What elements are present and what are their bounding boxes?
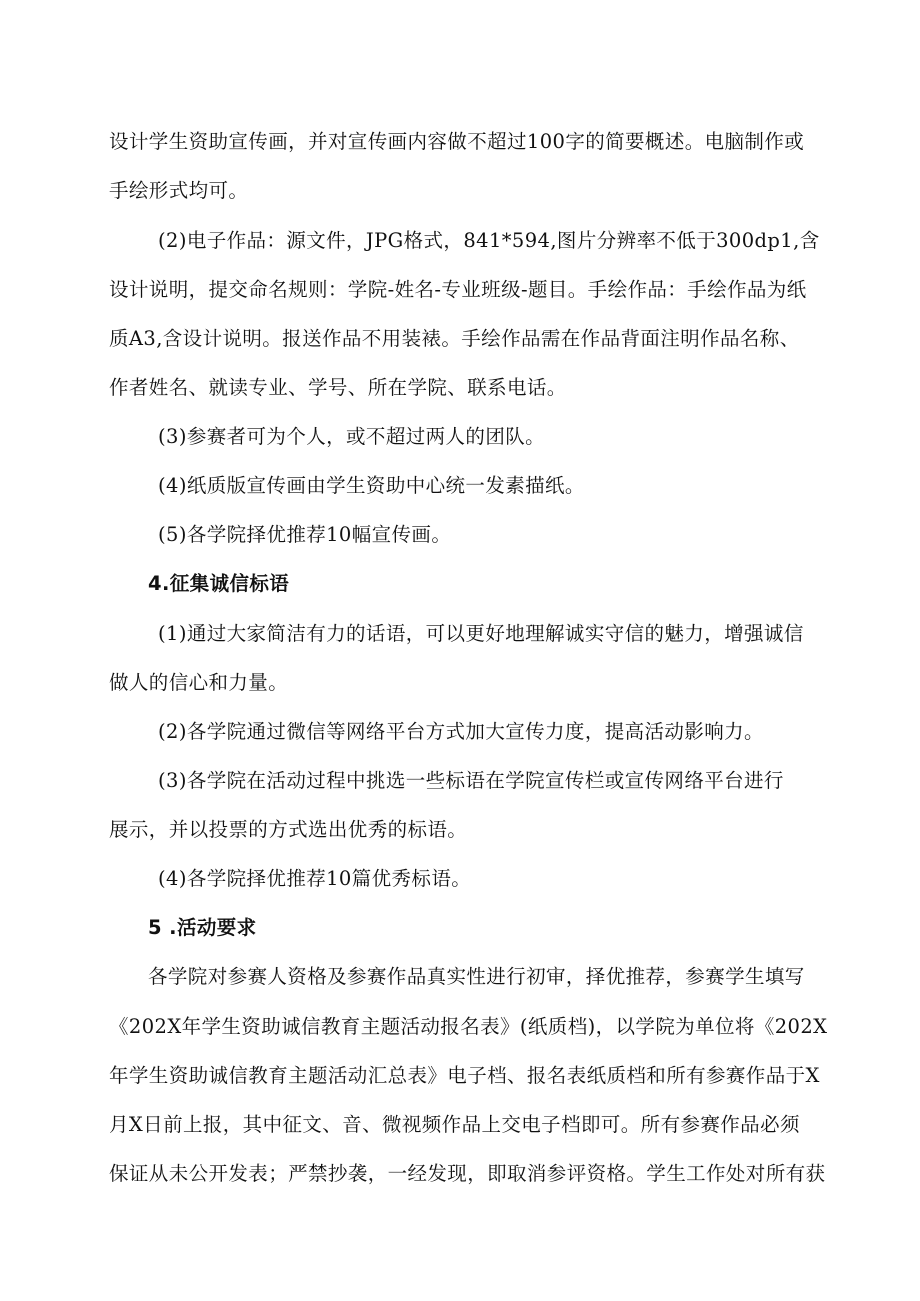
paragraph-line: 做人的信心和力量。 <box>109 671 289 694</box>
paragraph-line: (4)纸质版宣传画由学生资助中心统一发素描纸。 <box>158 474 585 497</box>
paragraph-line: 设计说明，提交命名规则：学院-姓名-专业班级-题目。手绘作品：手绘作品为纸 <box>109 278 807 301</box>
paragraph-line: 保证从未公开发表；严禁抄袭，一经发现，即取消参评资格。学生工作处对所有获 <box>109 1162 826 1185</box>
paragraph-line: 展示，并以投票的方式选出优秀的标语。 <box>109 818 468 841</box>
paragraph-line: 质A3,含设计说明。报送作品不用装裱。手绘作品需在作品背面注明作品名称、 <box>109 327 800 350</box>
section-heading: 4.征集诚信标语 <box>148 572 290 595</box>
paragraph-line: (2)电子作品：源文件，JPG格式，841*594,图片分辨率不低于300dp1,含 <box>158 229 820 252</box>
paragraph-line: 月X日前上报，其中征文、音、微视频作品上交电子档即可。所有参赛作品必须 <box>109 1113 800 1136</box>
paragraph-line: (3)各学院在活动过程中挑选一些标语在学院宣传栏或宣传网络平台进行 <box>158 769 784 792</box>
paragraph-line: (4)各学院择优推荐10篇优秀标语。 <box>158 867 472 890</box>
paragraph-line: 各学院对参赛人资格及参赛作品真实性进行初审，择优推荐，参赛学生填写 <box>148 965 805 988</box>
paragraph-line: 设计学生资助宣传画，并对宣传画内容做不超过100字的简要概述。电脑制作或 <box>109 130 805 153</box>
paragraph-line: 年学生资助诚信教育主题活动汇总表》电子档、报名表纸质档和所有参赛作品于X <box>109 1064 820 1087</box>
paragraph-line: (3)参赛者可为个人，或不超过两人的团队。 <box>158 425 546 448</box>
paragraph-line: 作者姓名、就读专业、学号、所在学院、联系电话。 <box>109 376 567 399</box>
paragraph-line: (1)通过大家简洁有力的话语，可以更好地理解诚实守信的魅力，增强诚信 <box>158 622 804 645</box>
paragraph-line: (5)各学院择优推荐10幅宣传画。 <box>158 523 452 546</box>
paragraph-line: (2)各学院通过微信等网络平台方式加大宣传力度，提高活动影响力。 <box>158 720 764 743</box>
paragraph-line: 《202X年学生资助诚信教育主题活动报名表》(纸质档)，以学院为单位将《202X <box>109 1015 828 1038</box>
paragraph-line: 手绘形式均可。 <box>109 179 249 202</box>
section-heading: 5 .活动要求 <box>148 916 257 939</box>
